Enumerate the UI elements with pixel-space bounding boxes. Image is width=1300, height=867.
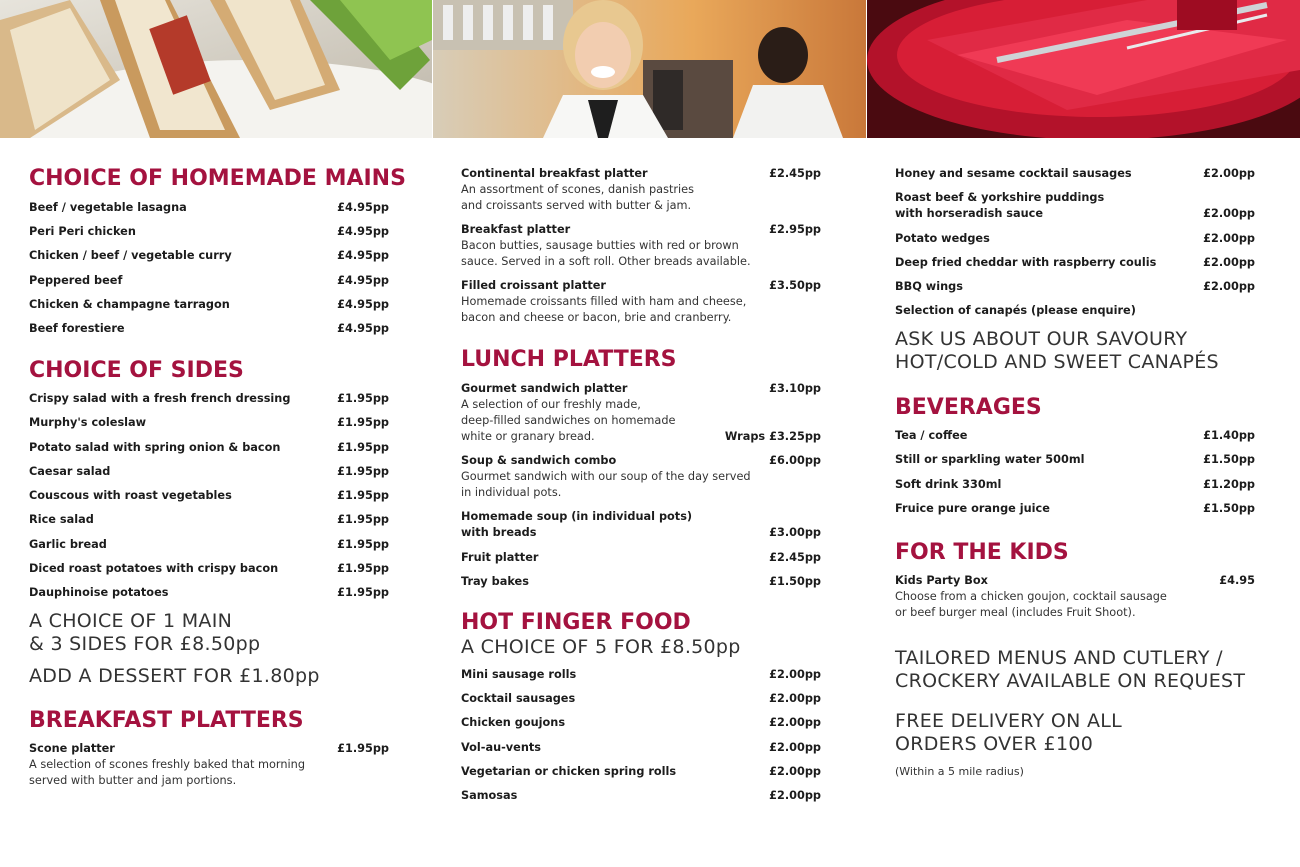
club-sandwich-photo — [0, 0, 432, 138]
menu-item — [29, 561, 389, 577]
menu-item — [29, 440, 389, 456]
item-description: sauce. Served in a soft roll. Other breads available. — [461, 255, 751, 268]
item-name: Cocktail sausages — [461, 692, 576, 705]
item-name: Fruice pure orange juice — [895, 502, 1050, 515]
item-name: Peri Peri chicken — [29, 225, 136, 238]
item-price: £4.95pp — [337, 322, 389, 335]
delivery-radius-note: (Within a 5 mile radius) — [895, 765, 1024, 778]
menu-item — [29, 415, 389, 431]
menu-item — [461, 788, 821, 804]
item-name: Scone platter — [29, 742, 115, 755]
item-name: Vegetarian or chicken spring rolls — [461, 765, 677, 778]
item-description: A selection of scones freshly baked that morning — [29, 758, 306, 771]
item-description: Bacon butties, sausage butties with red or brown — [461, 239, 739, 252]
item-price: £1.95pp — [337, 392, 389, 405]
item-name: with breads — [461, 526, 537, 539]
item-price: £1.95pp — [337, 586, 389, 599]
item-price: £1.50pp — [1203, 453, 1255, 466]
menu-item — [29, 585, 389, 601]
item-name: Beef forestiere — [29, 322, 125, 335]
meal-deal-promo: & 3 SIDES FOR £8.50pp — [29, 633, 261, 655]
canapes-promo: HOT/COLD AND SWEET CANAPÉS — [895, 351, 1219, 373]
menu-item — [461, 574, 821, 590]
item-price: £1.40pp — [1203, 429, 1255, 442]
menu-item — [895, 303, 1255, 319]
menu-item — [29, 391, 389, 407]
item-description: An assortment of scones, danish pastries — [461, 183, 695, 196]
item-price: £2.95pp — [769, 223, 821, 236]
menu-item — [461, 525, 821, 541]
mains-heading: CHOICE OF HOMEMADE MAINS — [29, 166, 406, 191]
item-name: Diced roast potatoes with crispy bacon — [29, 562, 279, 575]
item-price: £4.95pp — [337, 249, 389, 262]
menu-item — [895, 166, 1255, 182]
menu-item — [461, 278, 821, 294]
item-name: BBQ wings — [895, 280, 963, 293]
item-price: £1.95pp — [337, 489, 389, 502]
menu-item — [895, 255, 1255, 271]
menu-item — [29, 273, 389, 289]
item-price: £2.00pp — [769, 716, 821, 729]
menu-item — [29, 488, 389, 504]
menu-item — [895, 501, 1255, 517]
item-price: £2.00pp — [1203, 256, 1255, 269]
item-name: Deep fried cheddar with raspberry coulis — [895, 256, 1157, 269]
item-price: £1.95pp — [337, 742, 389, 755]
item-price: £4.95pp — [337, 274, 389, 287]
menu-item — [461, 222, 821, 238]
item-name: Fruit platter — [461, 551, 539, 564]
item-description: or beef burger meal (includes Fruit Shoot). — [895, 606, 1136, 619]
item-price: £1.50pp — [769, 575, 821, 588]
item-description: A selection of our freshly made, — [461, 398, 641, 411]
item-name: Caesar salad — [29, 465, 111, 478]
kids-heading: FOR THE KIDS — [895, 540, 1069, 565]
item-name: Murphy's coleslaw — [29, 416, 147, 429]
item-description: Homemade croissants filled with ham and cheese, — [461, 295, 747, 308]
item-name: Kids Party Box — [895, 574, 988, 587]
item-name: Breakfast platter — [461, 223, 571, 236]
item-name: Chicken & champagne tarragon — [29, 298, 230, 311]
item-name: Rice salad — [29, 513, 94, 526]
item-name: Continental breakfast platter — [461, 167, 648, 180]
item-description: deep-filled sandwiches on homemade — [461, 414, 676, 427]
item-name: Dauphinoise potatoes — [29, 586, 169, 599]
menu-item — [895, 452, 1255, 468]
item-price: £3.50pp — [769, 279, 821, 292]
menu-item — [895, 477, 1255, 493]
item-price: £3.00pp — [769, 526, 821, 539]
menu-item — [29, 321, 389, 337]
menu-item — [29, 537, 389, 553]
dessert-promo: ADD A DESSERT FOR £1.80pp — [29, 665, 320, 687]
menu-item — [29, 224, 389, 240]
item-description: Choose from a chicken goujon, cocktail sausage — [895, 590, 1167, 603]
item-price: £1.50pp — [1203, 502, 1255, 515]
beverages-heading: BEVERAGES — [895, 395, 1042, 420]
item-description: in individual pots. — [461, 486, 562, 499]
item-name: Mini sausage rolls — [461, 668, 577, 681]
item-price: £2.00pp — [769, 692, 821, 705]
menu-item — [895, 231, 1255, 247]
item-name: Chicken / beef / vegetable curry — [29, 249, 232, 262]
finger-food-heading: HOT FINGER FOOD — [461, 610, 691, 635]
red-napkin-fork-photo — [867, 0, 1300, 138]
item-price: £4.95 — [1219, 574, 1255, 587]
menu-item — [895, 428, 1255, 444]
item-description: Gourmet sandwich with our soup of the day served — [461, 470, 751, 483]
item-name: Soft drink 330ml — [895, 478, 1002, 491]
item-price: £6.00pp — [769, 454, 821, 467]
menu-item — [29, 297, 389, 313]
smiling-barista-photo — [433, 0, 866, 138]
menu-item — [895, 573, 1255, 589]
menu-item — [461, 550, 821, 566]
menu-item — [461, 509, 821, 525]
item-description: bacon and cheese or bacon, brie and cranberry. — [461, 311, 732, 324]
item-price: £1.95pp — [337, 513, 389, 526]
item-price: £3.10pp — [769, 382, 821, 395]
item-name: Homemade soup (in individual pots) — [461, 510, 693, 523]
tailored-menus-note: CROCKERY AVAILABLE ON REQUEST — [895, 670, 1246, 692]
menu-item — [29, 464, 389, 480]
menu-item — [895, 279, 1255, 295]
item-price: £2.00pp — [1203, 167, 1255, 180]
item-price: £4.95pp — [337, 298, 389, 311]
menu-item — [461, 381, 821, 397]
item-price: £2.00pp — [769, 789, 821, 802]
menu-item — [29, 512, 389, 528]
item-name: Honey and sesame cocktail sausages — [895, 167, 1132, 180]
item-price: £2.00pp — [1203, 280, 1255, 293]
item-name: Tea / coffee — [895, 429, 968, 442]
breakfast-heading: BREAKFAST PLATTERS — [29, 708, 304, 733]
item-name: Filled croissant platter — [461, 279, 606, 292]
item-name: Chicken goujons — [461, 716, 566, 729]
photo-banner — [0, 0, 1300, 138]
item-price: £1.95pp — [337, 441, 389, 454]
menu-item — [461, 740, 821, 756]
item-description: served with butter and jam portions. — [29, 774, 237, 787]
item-price: £4.95pp — [337, 201, 389, 214]
wraps-price: Wraps £3.25pp — [724, 430, 821, 443]
item-name: with horseradish sauce — [895, 207, 1044, 220]
item-price: £2.00pp — [769, 741, 821, 754]
item-name: Roast beef & yorkshire puddings — [895, 191, 1105, 204]
meal-deal-promo: A CHOICE OF 1 MAIN — [29, 610, 233, 632]
item-name: Garlic bread — [29, 538, 107, 551]
item-price: £1.20pp — [1203, 478, 1255, 491]
menu-item — [461, 764, 821, 780]
menu-item — [895, 190, 1255, 206]
menu-item — [461, 667, 821, 683]
lunch-heading: LUNCH PLATTERS — [461, 347, 677, 372]
item-price: £1.95pp — [337, 465, 389, 478]
menu-item — [29, 200, 389, 216]
item-name: Samosas — [461, 789, 518, 802]
item-name: Still or sparkling water 500ml — [895, 453, 1085, 466]
item-price: £2.45pp — [769, 551, 821, 564]
item-name: Beef / vegetable lasagna — [29, 201, 187, 214]
item-name: Peppered beef — [29, 274, 123, 287]
item-description: and croissants served with butter & jam. — [461, 199, 692, 212]
item-name: Gourmet sandwich platter — [461, 382, 628, 395]
item-price: £1.95pp — [337, 538, 389, 551]
finger-food-promo: A CHOICE OF 5 FOR £8.50pp — [461, 636, 741, 658]
item-name: Selection of canapés (please enquire) — [895, 304, 1136, 317]
item-name: Tray bakes — [461, 575, 529, 588]
item-name: Couscous with roast vegetables — [29, 489, 232, 502]
item-price: £2.00pp — [769, 765, 821, 778]
item-price: £4.95pp — [337, 225, 389, 238]
menu-item — [461, 429, 821, 445]
item-price: £2.00pp — [769, 668, 821, 681]
item-name: Vol-au-vents — [461, 741, 541, 754]
item-description: white or granary bread. — [461, 430, 595, 443]
item-price: £2.45pp — [769, 167, 821, 180]
menu-item — [29, 741, 389, 757]
item-name: Soup & sandwich combo — [461, 454, 617, 467]
item-name: Potato wedges — [895, 232, 990, 245]
item-price: £2.00pp — [1203, 232, 1255, 245]
menu-item — [461, 715, 821, 731]
item-price: £1.95pp — [337, 562, 389, 575]
item-name: Potato salad with spring onion & bacon — [29, 441, 281, 454]
menu-item — [895, 206, 1255, 222]
tailored-menus-note: TAILORED MENUS AND CUTLERY / — [895, 647, 1223, 669]
menu-item — [29, 248, 389, 264]
menu-item — [461, 166, 821, 182]
free-delivery-note: FREE DELIVERY ON ALL — [895, 710, 1123, 732]
sides-heading: CHOICE OF SIDES — [29, 358, 244, 383]
free-delivery-note: ORDERS OVER £100 — [895, 733, 1094, 755]
item-name: Crispy salad with a fresh french dressing — [29, 392, 291, 405]
item-price: £2.00pp — [1203, 207, 1255, 220]
menu-item — [461, 453, 821, 469]
canapes-promo: ASK US ABOUT OUR SAVOURY — [895, 328, 1188, 350]
menu-item — [461, 691, 821, 707]
item-price: £1.95pp — [337, 416, 389, 429]
